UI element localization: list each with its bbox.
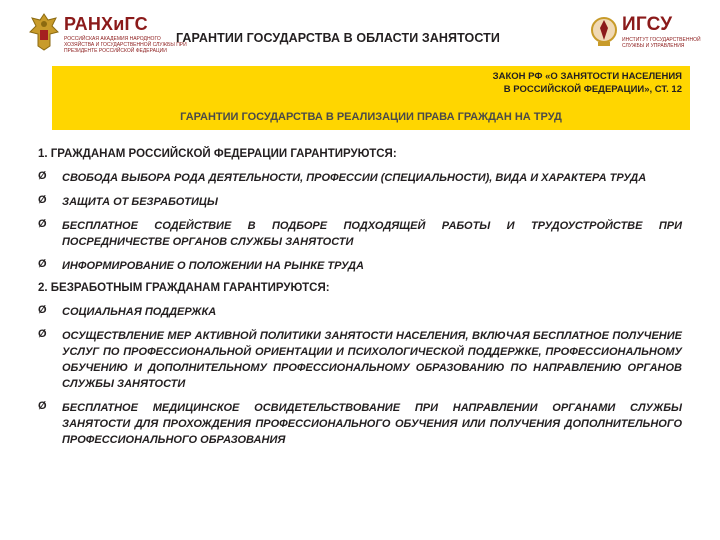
arrow-bullet-icon: Ø bbox=[38, 328, 47, 340]
ranepa-logo-subtitle: РОССИЙСКАЯ АКАДЕМИЯ НАРОДНОГО ХОЗЯЙСТВА И ГОСУДАРСТВЕННОЙ СЛУЖБЫ ПРИ ПРЕЗИДЕНТЕ РОССИЙСКОЙ ФЕДЕРАЦИИ bbox=[64, 36, 187, 54]
arrow-bullet-icon: Ø bbox=[38, 400, 47, 412]
content-body bbox=[38, 148, 682, 456]
list-item bbox=[38, 304, 682, 320]
list-item-text: СОЦИАЛЬНАЯ ПОДДЕРЖКА bbox=[62, 306, 217, 318]
law-reference-line-2: В РОССИЙСКОЙ ФЕДЕРАЦИИ», СТ. 12 bbox=[503, 84, 682, 95]
eagle-emblem-icon bbox=[28, 12, 60, 52]
list-item bbox=[38, 400, 682, 448]
arrow-bullet-icon: Ø bbox=[38, 258, 47, 270]
list-item-text: ИНФОРМИРОВАНИЕ О ПОЛОЖЕНИИ НА РЫНКЕ ТРУДА bbox=[62, 260, 364, 272]
arrow-bullet-icon: Ø bbox=[38, 170, 47, 182]
list-item-text: СВОБОДА ВЫБОРА РОДА ДЕЯТЕЛЬНОСТИ, ПРОФЕССИИ (СПЕЦИАЛЬНОСТИ), ВИДА И ХАРАКТЕРА ТРУДА bbox=[62, 172, 647, 184]
igsu-logo-text: ИГСУ bbox=[622, 14, 673, 35]
list-item-text: ЗАЩИТА ОТ БЕЗРАБОТИЦЫ bbox=[62, 196, 218, 208]
law-reference-line-1: ЗАКОН РФ «О ЗАНЯТОСТИ НАСЕЛЕНИЯ bbox=[492, 71, 682, 82]
igsu-logo bbox=[590, 12, 718, 54]
arrow-bullet-icon: Ø bbox=[38, 194, 47, 206]
list-item bbox=[38, 194, 682, 210]
slide-header bbox=[0, 0, 720, 62]
ranepa-logo bbox=[28, 12, 198, 54]
list-item-text: БЕСПЛАТНОЕ МЕДИЦИНСКОЕ ОСВИДЕТЕЛЬСТВОВАНИЕ ПРИ НАПРАВЛЕНИИ ОРГАНАМИ СЛУЖБЫ ЗАНЯТОСТИ ДЛЯ ПРОХОЖДЕНИЯ ПРОФЕССИОНАЛЬНОГО ОБУЧЕНИЯ ИЛИ ПОЛУЧЕНИЯ ДОПОЛНИТЕЛЬНОГО ПРОФЕССИОНАЛЬНОГО ОБРАЗОВАНИЯ bbox=[62, 402, 682, 446]
list-item bbox=[38, 258, 682, 274]
arrow-bullet-icon: Ø bbox=[38, 304, 47, 316]
section-heading: 1. ГРАЖДАНАМ РОССИЙСКОЙ ФЕДЕРАЦИИ ГАРАНТИРУЮТСЯ: bbox=[38, 148, 397, 160]
section-unemployed bbox=[38, 282, 682, 448]
highlight-box bbox=[52, 66, 690, 130]
arrow-bullet-icon: Ø bbox=[38, 218, 47, 230]
list-item-text: БЕСПЛАТНОЕ СОДЕЙСТВИЕ В ПОДБОРЕ ПОДХОДЯЩЕЙ РАБОТЫ И ТРУДОУСТРОЙСТВЕ ПРИ ПОСРЕДНИЧЕСТВЕ ОРГАНОВ СЛУЖБЫ ЗАНЯТОСТИ bbox=[62, 220, 682, 248]
list-item bbox=[38, 218, 682, 250]
slide-title: ГАРАНТИИ ГОСУДАРСТВА В ОБЛАСТИ ЗАНЯТОСТИ bbox=[176, 31, 501, 45]
section-citizens bbox=[38, 148, 682, 274]
list-item bbox=[38, 328, 682, 392]
igsu-emblem-icon bbox=[590, 14, 618, 50]
list-item-text: ОСУЩЕСТВЛЕНИЕ МЕР АКТИВНОЙ ПОЛИТИКИ ЗАНЯТОСТИ НАСЕЛЕНИЯ, ВКЛЮЧАЯ БЕСПЛАТНОЕ ПОЛУЧЕНИЕ УСЛУГ ПО ПРОФЕССИОНАЛЬНОЙ ОРИЕНТАЦИИ И ПСИХОЛОГИЧЕСКОЙ ПОДДЕРЖКЕ, ПРОФЕССИОНАЛЬНОМУ ОБУЧЕНИЮ И ДОПОЛНИТЕЛЬНОМУ ПРОФЕССИОНАЛЬНОМУ ОБРАЗОВАНИЮ ПО НАПРАВЛЕНИЮ ОРГАНОВ СЛУЖБЫ ЗАНЯТОСТИ bbox=[62, 330, 682, 390]
list-item bbox=[38, 170, 682, 186]
section-heading: 2. БЕЗРАБОТНЫМ ГРАЖДАНАМ ГАРАНТИРУЮТСЯ: bbox=[38, 282, 330, 294]
box-title: ГАРАНТИИ ГОСУДАРСТВА В РЕАЛИЗАЦИИ ПРАВА ГРАЖДАН НА ТРУД bbox=[180, 111, 562, 123]
ranepa-logo-text: РАНХиГС bbox=[64, 14, 148, 34]
law-reference bbox=[493, 70, 682, 96]
igsu-logo-subtitle: ИНСТИТУТ ГОСУДАРСТВЕННОЙ СЛУЖБЫ И УПРАВЛЕНИЯ bbox=[622, 37, 701, 49]
